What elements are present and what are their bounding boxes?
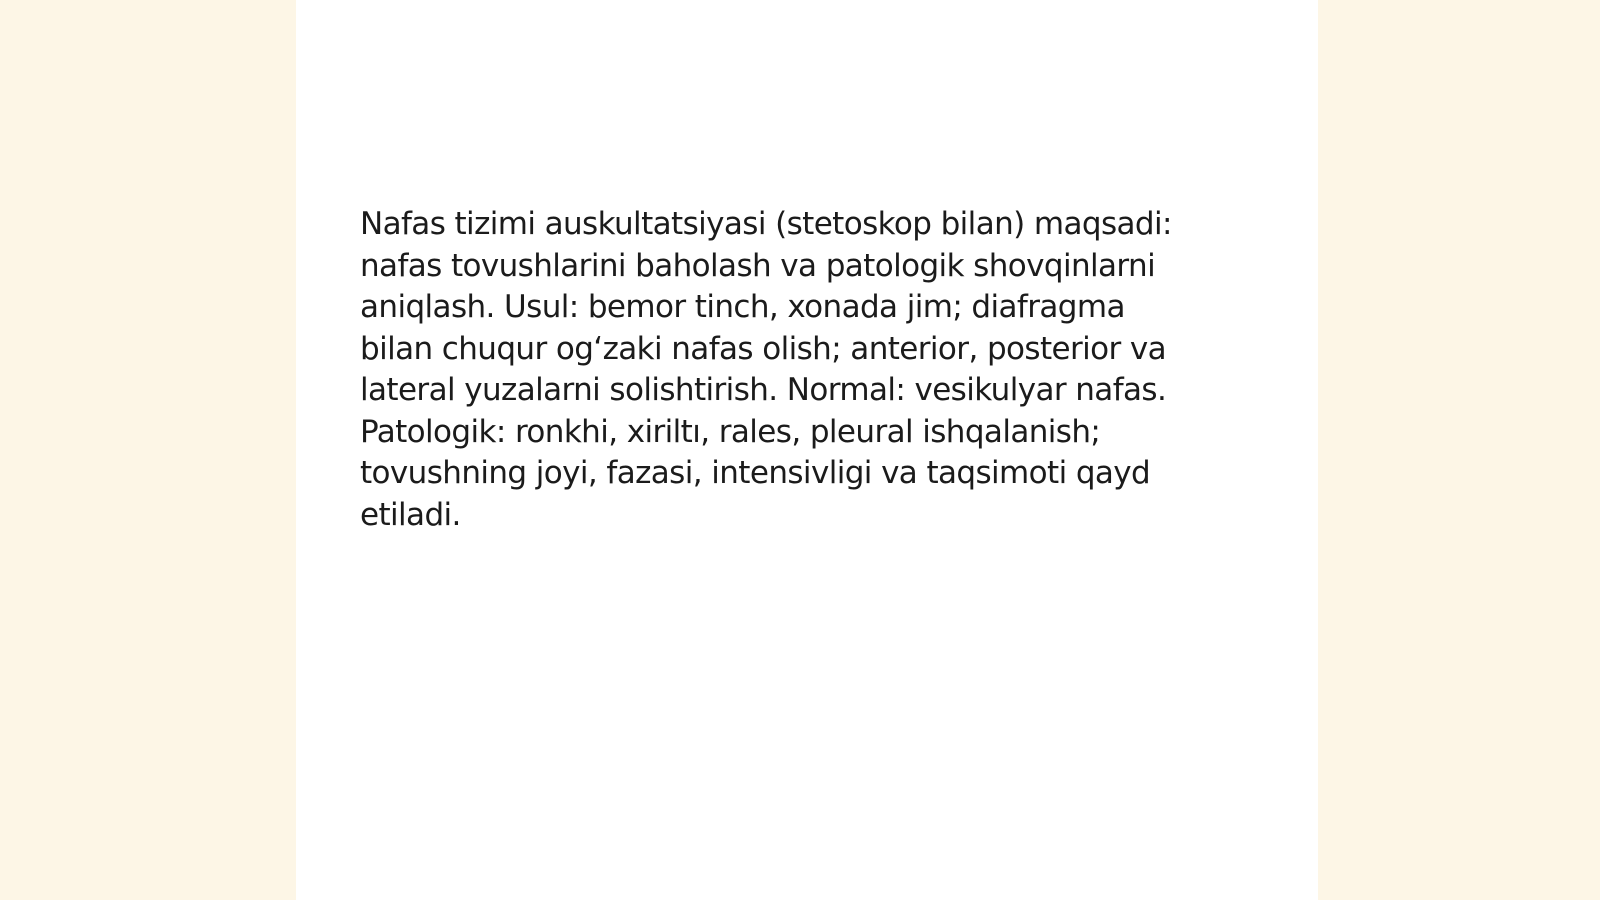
paragraph-line: aniqlash. Usul: bemor tinch, xonada jim; diafragma — [360, 289, 1125, 325]
document-page — [296, 0, 1318, 900]
paragraph-line: Patologik: ronkhi, xiriltı, rales, pleural ishqalanish; — [360, 413, 1101, 450]
paragraph-line: tovushning joyi, fazasi, intensivligi va taqsimoti qayd — [360, 455, 1151, 491]
body-paragraph — [360, 204, 1260, 536]
paragraph-line: lateral yuzalarni solishtirish. Normal: vesikulyar nafas. — [360, 372, 1167, 408]
paragraph-line: nafas tovushlarini baholash va patologik shovqinlarni — [360, 247, 1156, 284]
paragraph-line: Nafas tizimi auskultatsiyasi (stetoskop bilan) maqsadi: — [360, 206, 1172, 242]
paragraph-line: bilan chuqur og‘zaki nafas olish; anterior, posterior va — [360, 330, 1167, 367]
paragraph-line: etiladi. — [360, 496, 461, 533]
